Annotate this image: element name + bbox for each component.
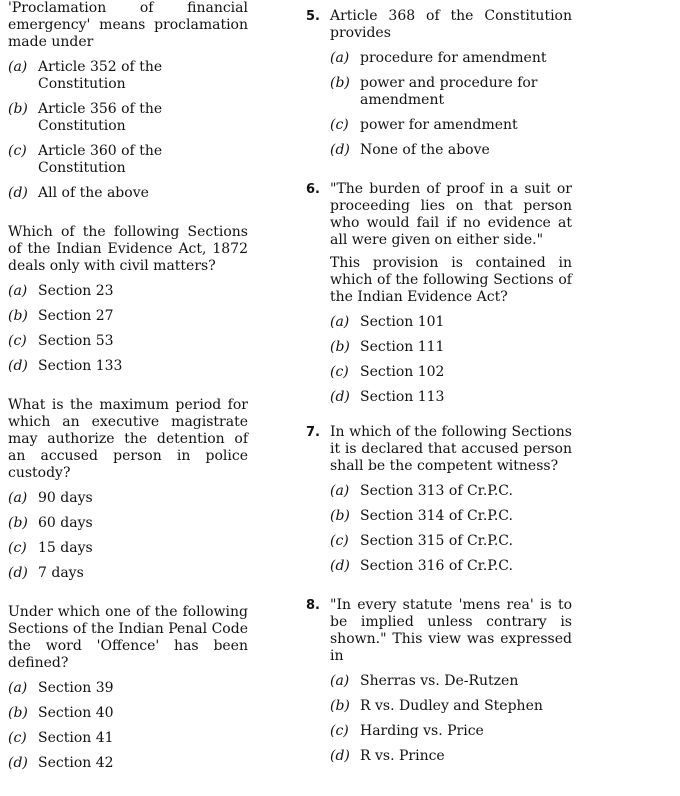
option-label: (d) [8, 755, 28, 771]
option-a[interactable] [306, 483, 572, 500]
option-a[interactable] [306, 673, 572, 690]
option-b[interactable] [8, 705, 248, 722]
option-b[interactable] [306, 698, 572, 715]
option-b[interactable] [306, 75, 572, 109]
option-b[interactable] [8, 515, 248, 532]
option-label: (a) [330, 483, 350, 499]
option-label: (d) [8, 565, 28, 581]
option-c[interactable] [8, 333, 248, 350]
option-text: Section 27 [38, 308, 114, 324]
option-b[interactable] [8, 308, 248, 325]
option-text: Section 314 of Cr.P.C. [360, 508, 513, 524]
option-c[interactable] [306, 723, 572, 740]
question-1 [8, 0, 248, 202]
option-label: (b) [330, 698, 350, 714]
option-label: (a) [8, 59, 28, 75]
option-d[interactable] [8, 358, 248, 375]
option-text: Article 352 of the Constitution [38, 59, 163, 92]
option-label: (b) [8, 705, 28, 721]
option-text: Article 356 of the Constitution [38, 101, 163, 134]
question-3 [8, 397, 248, 582]
option-label: (b) [8, 101, 28, 117]
question-stem-continued: This provision is contained in which of the following Sections of the Indian Evidence Act? [330, 255, 572, 305]
option-label: (c) [8, 333, 27, 349]
option-text: 60 days [38, 515, 93, 531]
option-c[interactable] [8, 730, 248, 747]
option-label: (b) [330, 508, 350, 524]
option-label: (c) [330, 723, 349, 739]
option-label: (d) [330, 748, 350, 764]
option-label: (b) [8, 308, 28, 324]
option-text: procedure for amendment [360, 50, 547, 66]
option-text: R vs. Prince [360, 748, 445, 764]
option-c[interactable] [306, 364, 572, 381]
question-8 [306, 597, 572, 765]
option-text: Section 111 [360, 339, 445, 355]
option-text: Section 23 [38, 283, 114, 299]
question-stem: Under which one of the following Sections of the Indian Penal Code the word 'Offence' has been defined? [8, 604, 248, 671]
option-label: (d) [8, 358, 28, 374]
option-text: Section 102 [360, 364, 445, 380]
option-c[interactable] [306, 117, 572, 134]
option-text: None of the above [360, 142, 490, 158]
option-label: (a) [8, 490, 28, 506]
option-label: (a) [330, 50, 350, 66]
option-label: (d) [330, 558, 350, 574]
question-stem: In which of the following Sections it is declared that accused person shall be the competent witness? [330, 424, 572, 474]
option-text: Section 316 of Cr.P.C. [360, 558, 513, 574]
option-d[interactable] [306, 748, 572, 765]
option-text: Section 39 [38, 680, 114, 696]
question-number: 7. [306, 425, 320, 440]
option-d[interactable] [306, 142, 572, 159]
option-a[interactable] [8, 59, 248, 93]
option-a[interactable] [8, 283, 248, 300]
option-label: (a) [8, 283, 28, 299]
option-text: Section 40 [38, 705, 114, 721]
question-number: 5. [306, 9, 320, 24]
option-label: (a) [330, 314, 350, 330]
option-d[interactable] [8, 185, 248, 202]
option-label: (c) [330, 117, 349, 133]
option-b[interactable] [306, 339, 572, 356]
option-label: (a) [8, 680, 28, 696]
question-2 [8, 224, 248, 375]
option-c[interactable] [8, 540, 248, 557]
question-stem: "The burden of proof in a suit or proceeding lies on that person who would fail if no evidence at all were given on either side." [330, 181, 572, 248]
question-number: 8. [306, 598, 320, 613]
question-7 [306, 424, 572, 575]
option-label: (b) [8, 515, 28, 531]
question-6 [306, 181, 572, 406]
question-stem: Which of the following Sections of the Indian Evidence Act, 1872 deals only with civil matters? [8, 224, 248, 274]
option-text: power for amendment [360, 117, 518, 133]
option-b[interactable] [306, 508, 572, 525]
left-column [8, 0, 248, 786]
option-text: Section 53 [38, 333, 114, 349]
option-d[interactable] [8, 565, 248, 582]
option-text: Section 41 [38, 730, 114, 746]
option-c[interactable] [306, 533, 572, 550]
right-column [306, 0, 572, 779]
option-label: (c) [330, 533, 349, 549]
option-text: Section 313 of Cr.P.C. [360, 483, 513, 499]
option-label: (d) [330, 142, 350, 158]
question-stem: What is the maximum period for which an executive magistrate may authorize the detention of an accused person in police custody? [8, 397, 248, 481]
question-stem: Article 368 of the Constitution provides [330, 8, 572, 41]
option-text: power and procedure for amendment [360, 75, 538, 108]
option-label: (b) [330, 75, 350, 91]
option-text: 90 days [38, 490, 93, 506]
option-text: Section 42 [38, 755, 114, 771]
option-label: (c) [8, 143, 27, 159]
option-a[interactable] [8, 680, 248, 697]
option-text: All of the above [38, 185, 149, 201]
option-a[interactable] [306, 314, 572, 331]
option-a[interactable] [8, 490, 248, 507]
option-label: (a) [330, 673, 350, 689]
option-d[interactable] [8, 755, 248, 772]
question-number: 6. [306, 182, 320, 197]
question-stem: 'Proclamation of financial emergency' means proclamation made under [8, 0, 248, 50]
option-text: Section 315 of Cr.P.C. [360, 533, 513, 549]
option-text: Section 101 [360, 314, 445, 330]
question-4 [8, 604, 248, 772]
question-5 [306, 8, 572, 159]
option-label: (d) [330, 389, 350, 405]
option-label: (d) [8, 185, 28, 201]
option-label: (c) [8, 730, 27, 746]
question-stem: "In every statute 'mens rea' is to be implied unless contrary is shown." This view was expressed in [330, 597, 572, 664]
option-text: 7 days [38, 565, 84, 581]
option-d[interactable] [306, 389, 572, 406]
option-c[interactable] [8, 143, 248, 177]
option-text: Harding vs. Price [360, 723, 484, 739]
option-d[interactable] [306, 558, 572, 575]
option-label: (b) [330, 339, 350, 355]
option-label: (c) [8, 540, 27, 556]
option-b[interactable] [8, 101, 248, 135]
option-text: Sherras vs. De-Rutzen [360, 673, 519, 689]
option-text: R vs. Dudley and Stephen [360, 698, 543, 714]
option-text: Section 113 [360, 389, 445, 405]
option-label: (c) [330, 364, 349, 380]
option-text: Article 360 of the Constitution [38, 143, 163, 176]
option-text: 15 days [38, 540, 93, 556]
option-a[interactable] [306, 50, 572, 67]
option-text: Section 133 [38, 358, 123, 374]
